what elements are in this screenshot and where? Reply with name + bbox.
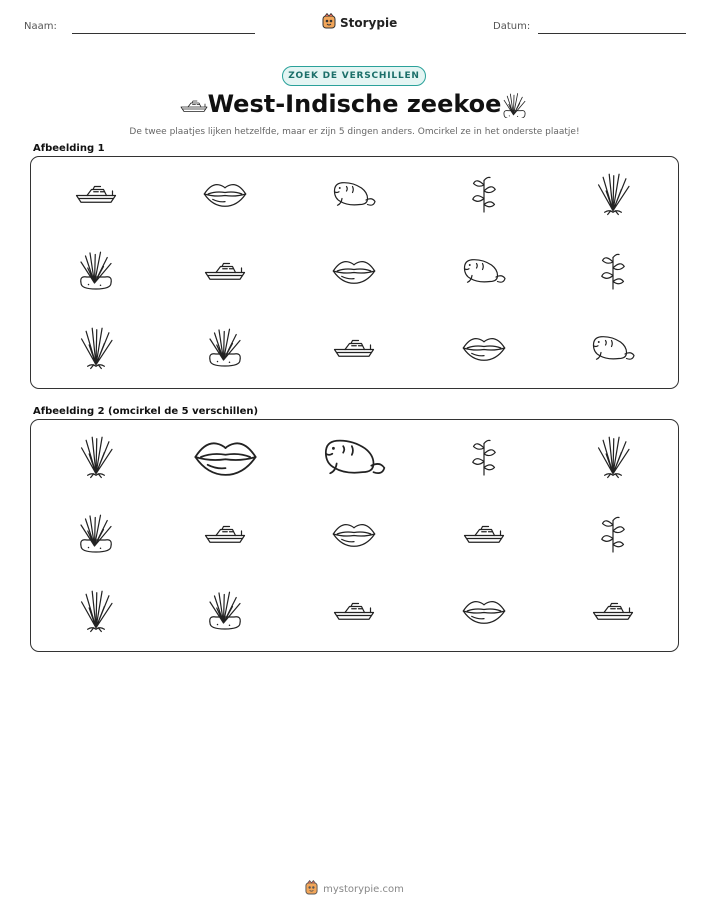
lips-icon bbox=[202, 178, 248, 214]
plant-icon bbox=[598, 251, 628, 295]
grass-icon bbox=[594, 434, 632, 484]
grass-mound-icon bbox=[205, 327, 245, 373]
grid-cell[interactable] bbox=[419, 497, 548, 574]
grid-cell bbox=[290, 311, 419, 388]
picture1-panel bbox=[30, 156, 679, 389]
grid-cell[interactable] bbox=[290, 420, 419, 497]
grid-cell[interactable] bbox=[290, 497, 419, 574]
grid-cell[interactable] bbox=[549, 574, 678, 651]
storypie-mascot-icon bbox=[305, 880, 318, 898]
grid-cell[interactable] bbox=[549, 420, 678, 497]
grass-mound-icon bbox=[76, 513, 116, 559]
footer bbox=[0, 880, 709, 898]
manatee-icon bbox=[319, 431, 389, 487]
grid-cell bbox=[290, 157, 419, 234]
manatee-icon bbox=[460, 253, 508, 293]
boat-icon bbox=[329, 599, 379, 627]
brand-logo bbox=[322, 13, 397, 33]
picture2-panel bbox=[30, 419, 679, 652]
grass-icon bbox=[594, 171, 632, 221]
boat-icon bbox=[200, 522, 250, 550]
grass-icon bbox=[77, 434, 115, 484]
boat-icon bbox=[329, 336, 379, 364]
grid-cell[interactable] bbox=[290, 574, 419, 651]
footer-site: mystorypie.com bbox=[323, 883, 404, 895]
page-title: West-Indische zeekoe bbox=[207, 90, 502, 118]
lips-icon bbox=[461, 332, 507, 368]
manatee-icon bbox=[589, 330, 637, 370]
boat-icon bbox=[200, 259, 250, 287]
grid-cell bbox=[31, 234, 160, 311]
grid-cell[interactable] bbox=[31, 574, 160, 651]
lips-icon bbox=[192, 434, 259, 484]
grid-cell[interactable] bbox=[549, 497, 678, 574]
grid-cell[interactable] bbox=[419, 420, 548, 497]
grid-cell bbox=[290, 234, 419, 311]
plant-icon bbox=[469, 174, 499, 218]
grid-cell bbox=[419, 234, 548, 311]
picture1-label: Afbeelding 1 bbox=[33, 143, 105, 154]
date-label: Datum: bbox=[493, 21, 531, 32]
grid-cell bbox=[160, 157, 289, 234]
grid-cell[interactable] bbox=[160, 574, 289, 651]
grid-cell bbox=[419, 311, 548, 388]
grass-icon bbox=[77, 325, 115, 375]
picture2-label: Afbeelding 2 (omcirkel de 5 verschillen) bbox=[33, 406, 259, 417]
plant-icon bbox=[469, 437, 499, 481]
picture2-grid[interactable] bbox=[31, 420, 678, 651]
storypie-mascot-icon bbox=[322, 13, 336, 33]
grass-mound-icon bbox=[205, 590, 245, 636]
grid-cell[interactable] bbox=[31, 497, 160, 574]
picture1-grid bbox=[31, 157, 678, 388]
name-line[interactable] bbox=[72, 33, 255, 34]
activity-badge: ZOEK DE VERSCHILLEN bbox=[282, 66, 426, 86]
grid-cell[interactable] bbox=[419, 574, 548, 651]
grass-icon bbox=[77, 588, 115, 638]
boat-icon bbox=[71, 182, 121, 210]
plant-icon bbox=[598, 514, 628, 558]
instructions: De twee plaatjes lijken hetzelfde, maar er zijn 5 dingen anders. Omcirkel ze in het onderste plaatje! bbox=[129, 127, 580, 137]
brand-name: Storypie bbox=[340, 16, 398, 30]
grid-cell bbox=[549, 157, 678, 234]
boat-icon bbox=[459, 522, 509, 550]
grid-cell[interactable] bbox=[31, 420, 160, 497]
grid-cell[interactable] bbox=[160, 420, 289, 497]
lips-icon bbox=[331, 255, 377, 291]
date-line[interactable] bbox=[538, 33, 686, 34]
title-grass-icon bbox=[501, 92, 527, 122]
grid-cell bbox=[160, 234, 289, 311]
grid-cell bbox=[549, 234, 678, 311]
grid-cell bbox=[160, 311, 289, 388]
grid-cell[interactable] bbox=[160, 497, 289, 574]
grid-cell bbox=[31, 311, 160, 388]
manatee-icon bbox=[330, 176, 378, 216]
lips-icon bbox=[461, 595, 507, 631]
lips-icon bbox=[331, 518, 377, 554]
grid-cell bbox=[419, 157, 548, 234]
grid-cell bbox=[31, 157, 160, 234]
grid-cell bbox=[549, 311, 678, 388]
name-label: Naam: bbox=[24, 21, 57, 32]
boat-icon bbox=[588, 599, 638, 627]
grass-mound-icon bbox=[76, 250, 116, 296]
